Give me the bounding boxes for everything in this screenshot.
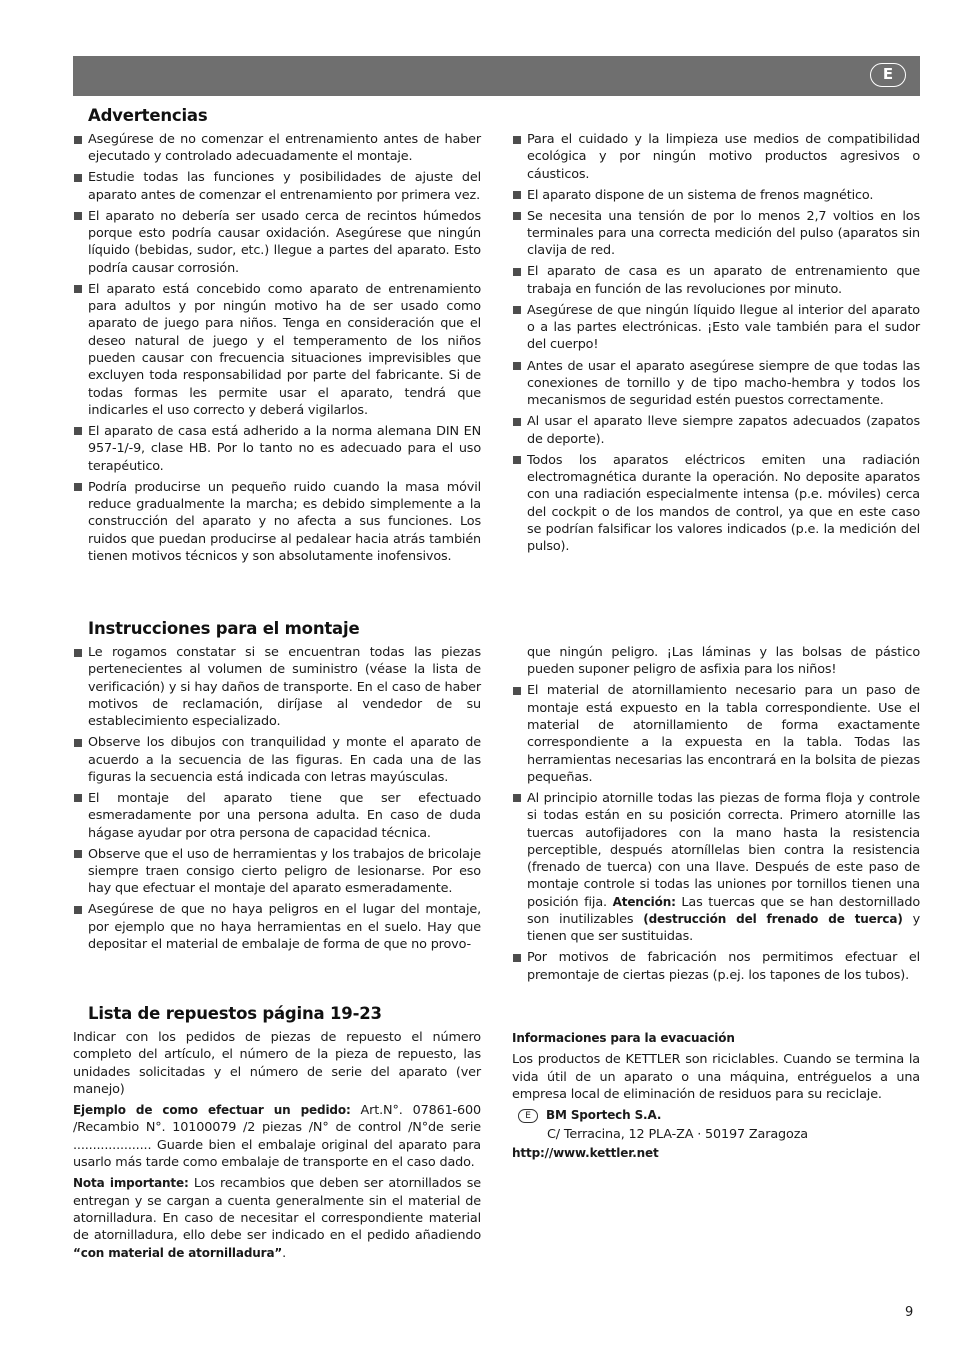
list-item: Al usar el aparato lleve siempre zapatos adecuados (zapatos de deporte). — [512, 413, 920, 448]
list-item: El aparato no debería ser usado cerca de recintos húmedos porque esto podría causar oxidación. Asegúrese que ningún líquido (bebidas, sudor, etc.) llegue a partes del aparato. Esto podría causar corrosión. — [73, 208, 481, 277]
list-item: El aparato dispone de un sistema de frenos magnético. — [512, 187, 920, 204]
note-text: Los recambios que deben ser atornillados se entregan y se cargan a cuenta generalmente sin el material de atornilladura. En caso de necesitar el correspondiente material de atornilladura, ello debe ser indicado en el pedido añadiendo — [73, 1176, 481, 1244]
assembly-right-column — [512, 644, 920, 988]
list-item: Antes de usar el aparato asegúrese siempre de que todas las conexiones de tornillo y de tipo macho-hembra y todos los mecanismos de seguridad estén puestos correctamente. — [512, 358, 920, 410]
list-item: El aparato de casa es un aparato de entrenamiento que trabaja en función de las revoluciones por minuto. — [512, 263, 920, 298]
list-item: El material de atornillamiento necesario para un paso de montaje está expuesto en la tabla correspondiente. Use el material de atornillamiento de forma exactamente correspondiente a la expuesta en la tabla. Todas las herramientas necesarias las encontrará en la bolsita de piezas pequeñas. — [512, 682, 920, 786]
order-example — [73, 1102, 481, 1171]
list-item: El aparato está concebido como aparato de entrenamiento para adultos y por ningún motivo ha de ser usado como aparato de juego para niños. Tenga en consideración que el deseo natural de juego y el temperamento de los niños pueden causar con frecuencia situaciones imprevisibles que excluyen toda responsabilidad por parte del fabricante. Si de todas formas les permite usar el aparato, tendrá que indicarles el uso correcto y deberá vigilarlos. — [73, 281, 481, 419]
website-link[interactable]: http://www.kettler.net — [512, 1145, 659, 1160]
company-address: C/ Terracina, 12 PLA-ZA · 50197 Zaragoza — [547, 1127, 808, 1143]
list-item: Para el cuidado y la limpieza use medios de compatibilidad ecológica y por ningún motivo productos agresivos o cáusticos. — [512, 131, 920, 183]
page-number: 9 — [905, 1305, 914, 1320]
example-text: Art.N°. 07861-600 /Recambio N°. 10100079 /2 piezas /N° de control /N°de serie .................... Guarde bien el embalaje original del aparato para usarlo más tarde como embalaje de transporte en el caso dado. — [73, 1103, 482, 1171]
note-label: Nota importante: — [73, 1176, 189, 1191]
list-item: Asegúrese de no comenzar el entrenamiento antes de haber ejecutado y controlado adecuadamente el montaje. — [73, 131, 481, 166]
note-end: . — [282, 1245, 287, 1261]
warnings-title: Advertencias — [88, 106, 208, 125]
country-badge: E — [518, 1109, 538, 1123]
spares-column — [73, 1029, 481, 1266]
list-item: El aparato de casa está adherido a la norma alemana DIN EN 957-1/-9, clase HB. Por lo tanto no es adecuado para el uso terapéutico. — [73, 423, 481, 475]
attention-label: Atención: — [612, 894, 676, 909]
important-note — [73, 1175, 481, 1261]
spares-title: Lista de repuestos página 19-23 — [88, 1004, 382, 1023]
list-item: Por motivos de fabricación nos permitimos efectuar el premontaje de ciertas piezas (p.ej. los tapones de los tubos). — [512, 949, 920, 984]
list-item-continuation: que ningún peligro. ¡Las láminas y las bolsas de pástico pueden suponer peligro de asfixia para los niños! — [527, 645, 920, 678]
list-item: Podría producirse un pequeño ruido cuando la masa móvil reduce gradualmente la marcha; es debido simplemente a la construcción del aparato y no afecta a sus funciones. Los ruidos que puedan producirse al pedalear hacia atrás también tienen motivos técnicos y son absolutamente inofensivos. — [73, 479, 481, 565]
list-item: Estudie todas las funciones y posibilidades de ajuste del aparato antes de comenzar el entrenamiento por primera vez. — [73, 169, 481, 204]
list-item: Asegúrese de que ningún líquido llegue al interior del aparato o a las partes electrónicas. ¡Esto vale también para el sudor del cuerpo! — [512, 302, 920, 354]
disposal-title: Informaciones para la evacuación — [512, 1031, 735, 1045]
company-line — [512, 1107, 920, 1124]
list-item: Observe que el uso de herramientas y los trabajos de bricolaje siempre traen consigo cierto peligro de lesionarse. Por eso hay que efectuar el montaje del aparato esmeradamente. — [73, 846, 481, 898]
attention-tail: y tienen que ser sustituidas. — [527, 912, 921, 945]
assembly-left-column — [73, 644, 481, 957]
list-item: Todos los aparatos eléctricos emiten una radiación electromagnética durante la operación. No deposite aparatos con una radiación especialmente intensa (p.e. móviles) cerca del cockpit o de los mandos de control, ya que en este caso se podrían falsificar los valores indicados (p.e. la medición del pulso). — [512, 452, 920, 556]
list-item: Se necesita una tensión de por lo menos 2,7 voltios en los terminales para una correcta medición del pulso (aparatos sin clavija de red. — [512, 208, 920, 260]
list-item: El montaje del aparato tiene que ser efectuado esmeradamente por una persona adulta. En caso de duda hágase ayudar por otra persona de capacidad técnica. — [73, 790, 481, 842]
language-badge: E — [870, 63, 906, 87]
company-name: BM Sportech S.A. — [546, 1108, 662, 1123]
screw-instructions: Al principio atornille todas las piezas de forma floja y controle si todas están en su posición correcta. Primero atornille las tuercas autofijadores con la mano hasta la resistencia perceptible, después atorníllelas bien contra la resistencia (frenado de tuerca) con una llave. Después de este paso de montaje controle si todas las uniones por tornillos tienen una posición fija. — [527, 790, 920, 910]
disposal-text: Los productos de KETTLER son riciclables. Cuando se termina la vida útil de un aparato o una máquina, entréguelos a una empresa local de eliminación de residuos para su reciclaje. — [512, 1052, 920, 1102]
warnings-right-column — [512, 131, 920, 559]
example-label: Ejemplo de como efectuar un pedido: — [73, 1103, 351, 1118]
list-item — [512, 790, 920, 946]
note-bold: “con material de atornilladura” — [73, 1245, 283, 1260]
disposal-column — [512, 1030, 920, 1166]
spares-intro: Indicar con los pedidos de piezas de repuesto el número completo del artículo, el número de la pieza de repuesto, las unidades solicitadas y el número de serie del aparato (ver manejo) — [73, 1030, 481, 1097]
list-item: Asegúrese de que no haya peligros en el lugar del montaje, por ejemplo que no haya herramientas en el suelo. Hay que depositar el material de embalaje de forma de que no provo- — [73, 901, 481, 953]
list-item: Le rogamos constatar si se encuentran todas las piezas pertenecientes al volumen de suministro (véase la lista de verificación) y si hay daños de transporte. En el caso de haber motivos de reclamación, diríjase al vendedor de su establecimiento especializado. — [73, 644, 481, 730]
header-bar — [73, 56, 920, 96]
list-item: Observe los dibujos con tranquilidad y monte el aparato de acuerdo a la secuencia de las figuras. En cada una de las figuras la secuencia está indicada con letras mayúsculas. — [73, 734, 481, 786]
assembly-title: Instrucciones para el montaje — [88, 619, 360, 638]
attention-bold: (destrucción del frenado de tuerca) — [643, 912, 903, 927]
attention-text: Las tuercas que se han destornillado son inutilizables — [527, 894, 920, 928]
warnings-left-column — [73, 131, 481, 569]
